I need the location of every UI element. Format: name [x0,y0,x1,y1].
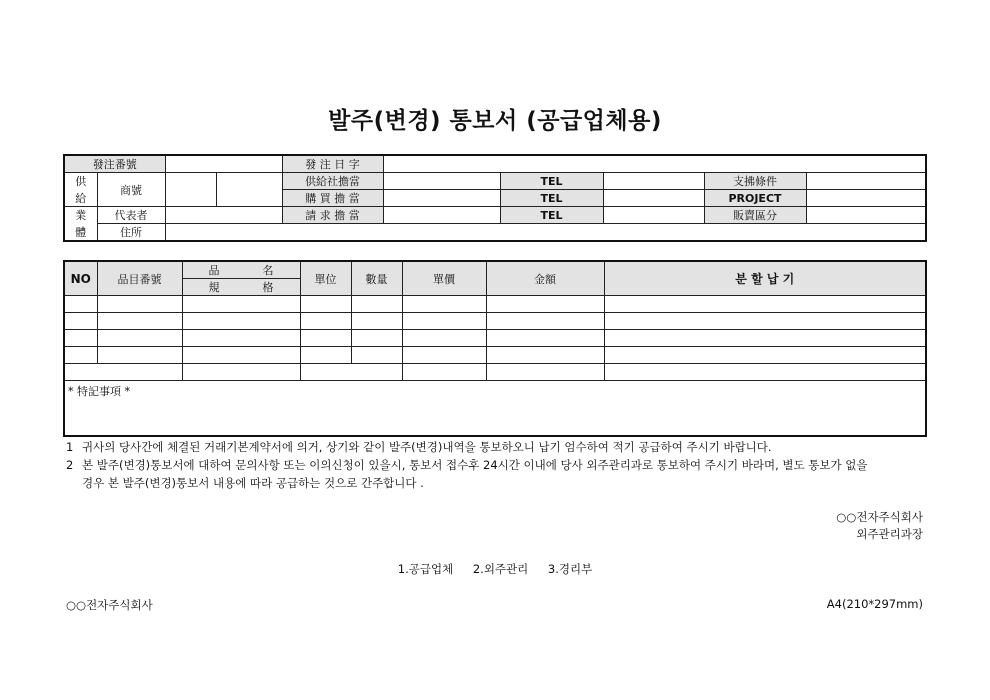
cell[interactable] [97,347,182,364]
order-date-value[interactable] [383,155,926,173]
cell[interactable] [402,296,486,313]
table-row [64,296,926,313]
table-row [64,347,926,364]
header-unit: 單位 [300,261,351,296]
purchase-manager-label: 購 買 擔 當 [282,190,383,207]
note-2-number: 2 [66,458,74,472]
billing-manager-value[interactable] [383,207,500,224]
supplier-manager-label: 供給社擔當 [282,173,383,190]
special-remarks-label: * 特記事項 * [68,385,130,398]
note-2 [66,456,926,474]
tel-value-2[interactable] [603,190,704,207]
cell[interactable] [300,347,351,364]
header-item-spec-left: 規 [208,281,220,294]
header-unit-price: 單價 [402,261,486,296]
note-1 [66,438,926,456]
sales-class-value[interactable] [806,207,926,224]
header-amount: 金額 [486,261,604,296]
supplier-label-4: 體 [64,224,97,242]
header-item-name [182,261,300,279]
header-item-spec-right: 格 [262,281,274,294]
billing-manager-label: 請 求 擔 當 [282,207,383,224]
note-1-number: 1 [66,440,74,454]
supplier-label-2: 給 [64,190,97,207]
project-label: PROJECT [704,190,806,207]
footer-paper-size: A4(210*297mm) [826,597,923,611]
header-split-delivery: 분 할 납 기 [604,261,926,296]
representative-value[interactable] [165,207,282,224]
cell[interactable] [64,296,97,313]
sales-class-label: 販賣區分 [704,207,806,224]
header-qty: 數量 [351,261,402,296]
cell[interactable] [402,313,486,330]
order-info-table [63,154,927,242]
cell[interactable] [486,330,604,347]
cell[interactable] [486,296,604,313]
order-date-label: 發 注 日 字 [282,155,383,173]
cell[interactable] [97,330,182,347]
company-no-value-b[interactable] [216,173,282,207]
tel-value-1[interactable] [603,173,704,190]
special-remarks[interactable] [64,381,926,437]
cell[interactable] [182,364,300,381]
address-value[interactable] [165,224,926,242]
header-item-name-right: 名 [262,264,274,277]
purchase-manager-value[interactable] [383,190,500,207]
table-row [64,364,926,381]
table-row [64,330,926,347]
header-item-name-left: 品 [208,264,220,277]
cell[interactable] [64,313,97,330]
cell[interactable] [604,364,926,381]
cell[interactable] [351,296,402,313]
copy-2: 2.외주관리 [472,562,529,576]
cell[interactable] [64,330,97,347]
tel-label-2: TEL [500,190,603,207]
copy-1: 1.공급업체 [397,562,454,576]
cell[interactable] [604,296,926,313]
cell[interactable] [402,364,486,381]
header-no: NO [64,261,97,296]
tel-label-3: TEL [500,207,603,224]
cell[interactable] [97,313,182,330]
copy-3: 3.경리부 [547,562,593,576]
payment-terms-label: 支拂條件 [704,173,806,190]
cell[interactable] [97,296,182,313]
signature-company: ○○전자주식회사 [836,510,923,524]
signature-department: 외주관리과장 [856,527,923,541]
note-2-text: 본 발주(변경)통보서에 대하여 문의사항 또는 이의신청이 있을시, 통보서 접수후 24시간 이내에 당사 외주관리과로 통보하여 주시기 바라며, 별도 통보가 없을 [82,458,868,472]
project-value[interactable] [806,190,926,207]
notes [66,438,926,492]
cell[interactable] [351,313,402,330]
cell[interactable] [604,347,926,364]
table-row [64,313,926,330]
cell[interactable] [604,330,926,347]
supplier-label-3: 業 [64,207,97,224]
cell[interactable] [182,313,300,330]
cell[interactable] [182,330,300,347]
cell[interactable] [182,296,300,313]
document-title: 발주(변경) 통보서 (공급업체용) [328,108,662,134]
copy-distribution [0,561,990,577]
tel-value-3[interactable] [603,207,704,224]
cell[interactable] [300,296,351,313]
cell[interactable] [64,364,182,381]
company-no-value-a[interactable] [165,173,216,207]
cell[interactable] [300,364,402,381]
payment-terms-value[interactable] [806,173,926,190]
supplier-label-1: 供 [64,173,97,190]
address-label: 住所 [97,224,165,242]
cell[interactable] [604,313,926,330]
footer-company: ○○전자주식회사 [66,598,153,612]
cell[interactable] [351,347,402,364]
cell[interactable] [300,313,351,330]
cell[interactable] [182,347,300,364]
cell[interactable] [486,364,604,381]
cell[interactable] [300,330,351,347]
order-no-value[interactable] [165,155,282,173]
representative-label: 代表者 [97,207,165,224]
cell[interactable] [64,347,97,364]
cell[interactable] [402,347,486,364]
company-no-label: 商號 [97,173,165,207]
cell[interactable] [351,330,402,347]
order-no-label: 發注番號 [64,155,165,173]
header-item-no: 品目番號 [97,261,182,296]
cell[interactable] [402,330,486,347]
cell[interactable] [486,313,604,330]
note-1-text: 귀사의 당사간에 체결된 거래기본계약서에 의거, 상기와 같이 발주(변경)내역을 통보하오니 납기 엄수하여 적기 공급하여 주시기 바랍니다. [82,440,772,454]
cell[interactable] [486,347,604,364]
supplier-manager-value[interactable] [383,173,500,190]
note-2-continuation: 경우 본 발주(변경)통보서 내용에 따라 공급하는 것으로 간주합니다 . [82,476,424,490]
order-items-table [63,260,927,437]
tel-label-1: TEL [500,173,603,190]
header-item-spec [182,279,300,296]
